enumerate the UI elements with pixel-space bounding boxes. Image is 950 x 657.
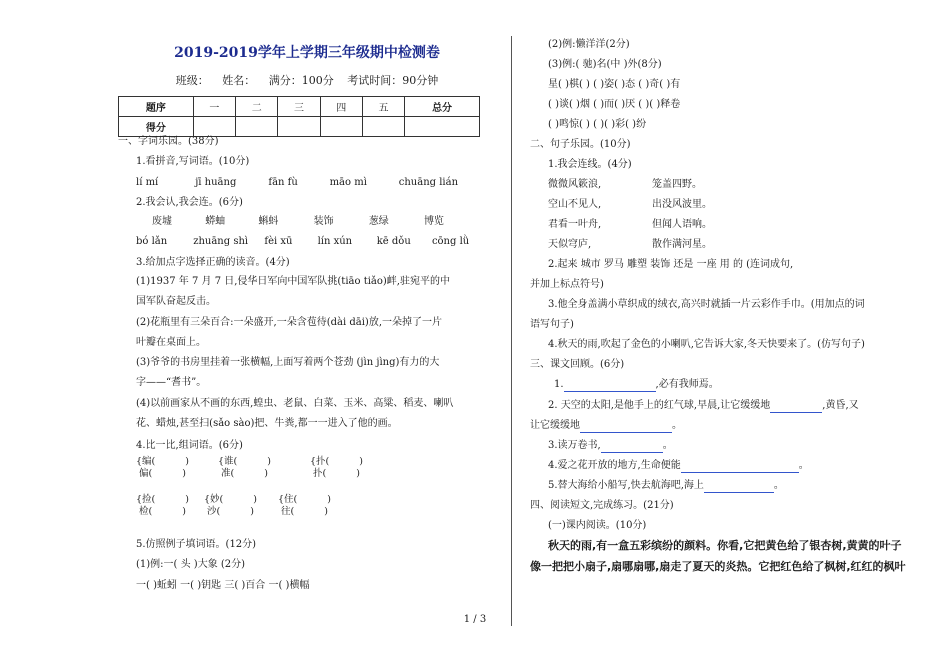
- name-label: 姓名：: [222, 74, 256, 87]
- word-item: 蝌蚪: [258, 216, 279, 227]
- compare-close: ): [182, 506, 186, 517]
- header-cell: 五: [362, 97, 404, 117]
- compare-close: ): [264, 468, 268, 479]
- header-cell: 一: [193, 97, 235, 117]
- recall-1: 1. ,必有我师焉。: [554, 379, 719, 390]
- word-item: 博览: [423, 216, 444, 227]
- match-row: [548, 178, 702, 192]
- q3-sentence-3-cont: 字——“耆书”。: [136, 377, 207, 388]
- answer-blank[interactable]: [770, 401, 822, 413]
- section-3-heading: 三、课文回顾。(6分): [530, 359, 625, 370]
- recall-4: 4.爱之花开放的地方,生命便能 。: [548, 460, 809, 471]
- q5-example-3: (3)例:( 驰)名(中 )外(8分): [548, 59, 662, 70]
- word-item: 蟒蚰: [205, 216, 226, 227]
- full-score-label: 满分：100分: [268, 74, 334, 87]
- question-p3-cont: 语写句子): [530, 319, 574, 330]
- compare-close: ): [324, 506, 328, 517]
- header-cell: 总分: [405, 97, 480, 117]
- header-cell: 四: [320, 97, 362, 117]
- recall-5: 5.替大海给小船写,快去航海吧,海上 。: [548, 480, 784, 491]
- compare-close: ): [185, 494, 189, 505]
- compare-close: ): [327, 494, 331, 505]
- recall-text: ,必有我师焉。: [655, 379, 719, 390]
- section-4-heading: 四、阅读短文,完成练习。(21分): [530, 500, 674, 511]
- question-1: 1.看拼音,写词语。(10分): [136, 156, 250, 167]
- recall-text: 让它缓缓地: [530, 420, 580, 431]
- compare-char: 沙(: [207, 506, 221, 517]
- match-right: 笼盖四野。: [652, 179, 702, 190]
- score-table: [118, 96, 480, 137]
- match-left: 微微风簌浪,: [548, 179, 602, 190]
- recall-text: 5.替大海给小船写,快去航海吧,海上: [548, 480, 704, 491]
- question-2: 2.我会认,我会连。(6分): [136, 197, 243, 208]
- page-title: 2019-2019学年上学期三年级期中检测卷: [174, 45, 440, 61]
- reading-passage-line: 秋天的雨,有一盒五彩缤纷的颜料。你看,它把黄色给了银杏树,黄黄的叶子: [548, 539, 902, 552]
- compare-char: {妙(: [204, 494, 224, 505]
- match-right: 但闻人语响。: [652, 219, 712, 230]
- recall-2: [548, 399, 859, 413]
- score-cell[interactable]: [320, 117, 362, 137]
- compare-char: 扑(: [313, 468, 327, 479]
- compare-char: {扑(: [310, 456, 330, 467]
- time-label: 考试时间：90分钟: [347, 74, 439, 87]
- idiom-row: 星( )棋( ) ( )姿( )态 ( )奇( )有: [548, 79, 681, 90]
- match-left: 空山不见人,: [548, 199, 602, 210]
- compare-group: [204, 494, 257, 518]
- q3-sentence-1: (1)1937 年 7 月 7 日,侵华日军向中国军队挑(tiāo tiǎo)衅,驻宛平的中: [136, 276, 450, 287]
- word-item: 废墟: [152, 216, 172, 227]
- recall-text: 4.爱之花开放的地方,生命便能: [548, 460, 681, 471]
- answer-blank[interactable]: [601, 441, 663, 453]
- score-cell[interactable]: [362, 117, 404, 137]
- score-cell[interactable]: [236, 117, 278, 137]
- compare-close: ): [267, 456, 271, 467]
- match-left: 君看一叶舟,: [548, 219, 602, 230]
- match-row: [548, 238, 712, 252]
- q5-fill-items: 一( )蚯蚓 一( )钥匙 三( )百合 一( )横幅: [136, 580, 310, 591]
- match-right: 出没风波里。: [652, 199, 712, 210]
- idiom-row: ( )谈( )烟 ( )而( )厌 ( )( )释卷: [548, 99, 681, 110]
- question-p1: 1.我会连线。(4分): [548, 159, 632, 170]
- question-p2: 2.起来 城市 罗马 雕塑 装饰 还是 一座 用 的 (连词成句,: [548, 259, 794, 270]
- compare-group: [136, 494, 189, 518]
- compare-close: ): [185, 456, 189, 467]
- match-left: 天似穹庐,: [548, 239, 592, 250]
- recall-2-cont: 让它缓缓地 。: [530, 420, 682, 431]
- q3-sentence-3: (3)爷爷的书房里挂着一张横幅,上面写着两个苍劲 (jìn jìng)有力的大: [136, 357, 440, 368]
- compare-char: {住(: [278, 494, 298, 505]
- answer-blank[interactable]: [564, 380, 656, 392]
- q5-example-2: (2)例:懒洋洋(2分): [548, 39, 630, 50]
- compare-char: 检(: [139, 506, 153, 517]
- compare-char: 偏(: [139, 468, 153, 479]
- recall-text: 3.读万卷书,: [548, 440, 601, 451]
- pinyin-item: māo mì: [329, 177, 367, 188]
- recall-text: 2. 天空的太阳,是他手上的红气球,早晨,让它缓缓地: [548, 400, 771, 411]
- reading-passage-line: 像一把把小扇子,扇哪扇哪,扇走了夏天的炎热。它把红色给了枫树,红红的枫叶: [530, 560, 906, 573]
- compare-close: ): [253, 494, 257, 505]
- compare-char: {编(: [136, 456, 156, 467]
- q3-sentence-2: (2)花瓶里有三朵百合:一朵盛开,一朵含苞待(dài dāi)放,一朵掉了一片: [136, 317, 442, 328]
- word-row: [152, 215, 444, 229]
- compare-char: 往(: [281, 506, 295, 517]
- score-table-header: [119, 97, 480, 117]
- compare-char: 准(: [221, 468, 235, 479]
- pinyin-item: jī huāng: [195, 177, 237, 188]
- compare-group: [310, 456, 363, 480]
- column-divider: [511, 36, 512, 626]
- left-column: [118, 42, 496, 591]
- section-2-heading: 二、句子乐园。(10分): [530, 139, 631, 150]
- score-cell[interactable]: [193, 117, 235, 137]
- compare-close: ): [356, 468, 360, 479]
- compare-close: ): [359, 456, 363, 467]
- score-table-row: [119, 117, 480, 137]
- pinyin-item: chuāng lián: [398, 177, 459, 188]
- word-item: 葱绿: [368, 216, 389, 227]
- question-p2-cont: 并加上标点符号): [530, 279, 604, 290]
- pinyin-row-2: [136, 235, 469, 249]
- compare-group: [278, 494, 331, 518]
- question-5: 5.仿照例子填词语。(12分): [136, 539, 257, 550]
- q3-sentence-1-cont: 国军队奋起反击。: [136, 296, 216, 307]
- score-cell[interactable]: [405, 117, 480, 137]
- recall-text: ,黄昏,又: [822, 400, 859, 411]
- section-1-heading: 一、字词乐园。(38分): [118, 136, 219, 147]
- header-cell: 三: [278, 97, 320, 117]
- header-cell: 题序: [119, 97, 194, 117]
- score-cell[interactable]: [278, 117, 320, 137]
- exam-info: [118, 72, 496, 88]
- pinyin-item: lín xún: [317, 236, 353, 247]
- q5-example-1: (1)例:一( 头 )大象 (2分): [136, 559, 246, 570]
- question-p3: 3.他全身盖满小草织成的绒衣,高兴时就插一片云彩作手巾。(用加点的词: [548, 299, 865, 310]
- class-label: 班级：: [175, 74, 209, 87]
- match-row: [548, 218, 712, 232]
- pinyin-row-1: [136, 176, 458, 190]
- idiom-row: ( )鸣惊( ) ( )( )彩( )纷: [548, 119, 647, 130]
- answer-blank[interactable]: [681, 461, 799, 473]
- q3-sentence-4-cont: 花、蜡烛,甚至扫(sǎo sào)把、牛粪,都一一进入了他的画。: [136, 418, 398, 429]
- pinyin-item: zhuāng shì: [193, 236, 249, 247]
- pinyin-item: fèi xū: [264, 236, 293, 247]
- pinyin-item: lí mí: [136, 177, 159, 188]
- compare-group: [218, 456, 271, 480]
- compare-group: [136, 456, 189, 480]
- page-number: 1 / 3: [463, 614, 487, 625]
- question-p4: 4.秋天的雨,吹起了金色的小喇叭,它告诉大家,冬天快要来了。(仿写句子): [548, 339, 865, 350]
- compare-close: ): [182, 468, 186, 479]
- pinyin-item: kē dǒu: [376, 236, 411, 247]
- pinyin-item: cōng lǜ: [431, 236, 470, 247]
- q3-sentence-4: (4)以前画家从不画的东西,蝗虫、老鼠、白菜、玉米、高粱、稻麦、喇叭: [136, 398, 454, 409]
- answer-blank[interactable]: [580, 421, 672, 433]
- recall-3: 3.读万卷书, 。: [548, 440, 673, 451]
- question-3: 3.给加点字选择正确的读音。(4分): [136, 257, 290, 268]
- pinyin-item: bó lǎn: [136, 236, 168, 247]
- pinyin-item: fān fù: [268, 177, 298, 188]
- match-row: [548, 198, 712, 212]
- subsection-heading: (一)课内阅读。(10分): [548, 520, 647, 531]
- answer-blank[interactable]: [704, 481, 774, 493]
- header-cell: 二: [236, 97, 278, 117]
- match-right: 散作满河星。: [652, 239, 712, 250]
- compare-char: {捡(: [136, 494, 156, 505]
- compare-close: ): [250, 506, 254, 517]
- compare-char: {谁(: [218, 456, 238, 467]
- row-label: 得分: [119, 117, 194, 137]
- word-item: 装饰: [313, 216, 334, 227]
- question-4: 4.比一比,组词语。(6分): [136, 440, 243, 451]
- q3-sentence-2-cont: 叶瓣在桌面上。: [136, 337, 206, 348]
